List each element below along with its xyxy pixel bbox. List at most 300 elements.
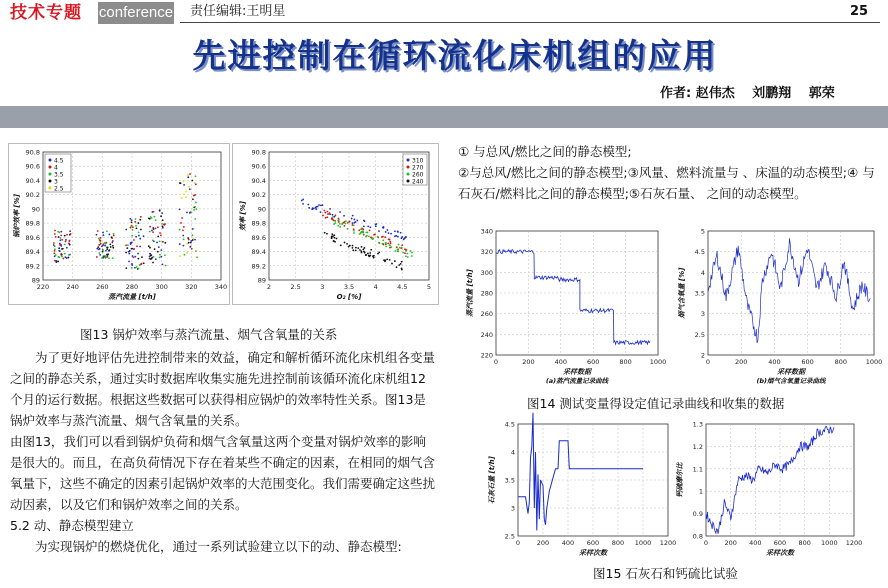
- f14b-ylabel: 烟气含氧量 [%]: [678, 267, 686, 319]
- f13b-data-point: [394, 230, 396, 232]
- f13a-data-point: [140, 229, 142, 231]
- f13a-data-point: [113, 235, 115, 237]
- f13a-data-point: [102, 234, 104, 236]
- f13b-data-point: [403, 237, 405, 239]
- f14b-sub-caption: (b)烟气含氧量记录曲线: [756, 377, 826, 385]
- f13b-data-point: [353, 228, 355, 230]
- f13b-legend-label: 260: [412, 171, 424, 179]
- f13a-ytick-label: 89.8: [25, 219, 40, 228]
- f13b-data-point: [401, 244, 403, 246]
- f13b-data-point: [348, 246, 350, 248]
- f13a-data-point: [155, 258, 157, 260]
- f14b-xtick-label: 200: [734, 358, 748, 366]
- f13a-data-point: [164, 242, 166, 244]
- f13b-data-point: [368, 256, 370, 258]
- f13b-data-point: [388, 232, 390, 234]
- f13a-xlabel: 蒸汽流量 [t/h]: [108, 293, 156, 301]
- f13b-xtick-label: 3: [320, 283, 325, 291]
- f13a-data-point: [162, 219, 164, 221]
- f13a-data-point: [62, 258, 64, 260]
- f13b-data-point: [332, 216, 334, 218]
- f13b-legend-marker: [407, 180, 410, 183]
- fig15-ca-s-ratio-chart: [676, 420, 863, 560]
- f13a-data-point: [179, 229, 181, 231]
- f13a-data-point: [186, 212, 188, 214]
- f13b-data-point: [368, 236, 370, 238]
- f13a-data-point: [133, 239, 135, 241]
- f13a-data-point: [126, 247, 128, 249]
- f13a-data-point: [138, 231, 140, 233]
- f13a-data-point: [133, 248, 135, 250]
- f14b-ytick-label: 3.5: [694, 289, 705, 298]
- f13a-data-point: [129, 218, 131, 220]
- f13a-data-point: [189, 246, 191, 248]
- f13a-data-point: [192, 228, 194, 230]
- f13a-data-point: [188, 239, 190, 241]
- fig15-caption: 图15 石灰石和钙硫比试验: [593, 566, 738, 581]
- f13a-data-point: [97, 246, 99, 248]
- f13b-data-point: [329, 212, 331, 214]
- f13b-data-point: [333, 223, 335, 225]
- f13a-xtick-label: 260: [96, 283, 109, 291]
- f13a-data-point: [102, 232, 104, 234]
- f13a-data-point: [128, 261, 130, 263]
- f13a-data-point: [128, 253, 130, 255]
- f14a-ytick-label: 220: [480, 351, 493, 360]
- f13a-data-point: [130, 225, 132, 227]
- f13a-data-point: [112, 245, 114, 247]
- f15a-xtick-label: 400: [561, 539, 575, 547]
- f13b-data-point: [327, 213, 329, 215]
- f13a-data-point: [155, 219, 157, 221]
- f15b-xtick-label: 600: [773, 539, 787, 547]
- f13b-data-point: [357, 247, 359, 249]
- f13b-data-point: [337, 225, 339, 227]
- f13a-data-point: [151, 217, 153, 219]
- f13b-data-point: [339, 223, 341, 225]
- f13b-ytick-label: 90.4: [251, 176, 266, 185]
- f13a-data-point: [54, 255, 56, 257]
- fig13-caption: 图13 锅炉效率与蒸汽流量、烟气含氧量的关系: [80, 327, 338, 342]
- f13b-data-point: [334, 237, 336, 239]
- f13b-legend-label: 270: [412, 164, 424, 172]
- f13b-data-point: [363, 234, 365, 236]
- f13a-data-point: [190, 242, 192, 244]
- f13a-data-point: [139, 238, 141, 240]
- f13b-data-point: [405, 255, 407, 257]
- f13a-legend-label: 3.5: [54, 171, 64, 179]
- f13b-data-point: [379, 242, 381, 244]
- f13a-data-point: [53, 244, 55, 246]
- f13a-data-point: [153, 228, 155, 230]
- f13b-data-point: [331, 233, 333, 235]
- f13b-data-point: [370, 249, 372, 251]
- f13a-data-point: [55, 261, 57, 263]
- f13b-data-point: [339, 211, 341, 213]
- f13b-data-point: [381, 236, 383, 238]
- f13a-data-point: [105, 250, 107, 252]
- f13a-data-point: [105, 243, 107, 245]
- f13a-data-point: [191, 234, 193, 236]
- f13a-data-point: [55, 236, 57, 238]
- f13a-data-point: [104, 245, 106, 247]
- f13a-data-point: [111, 236, 113, 238]
- f15b-xtick-label: 800: [798, 539, 811, 547]
- f13a-data-point: [160, 249, 162, 251]
- f13b-ytick-label: 89.6: [251, 233, 266, 242]
- f13a-data-point: [59, 244, 61, 246]
- page-header: [0, 0, 888, 26]
- f13a-data-point: [157, 236, 159, 238]
- f13b-data-point: [367, 253, 369, 255]
- fig14-steam-flow-chart: [460, 225, 665, 390]
- f13a-legend-marker: [49, 166, 52, 169]
- f13a-data-point: [152, 262, 154, 264]
- f15a-xtick-label: 600: [586, 539, 600, 547]
- f13a-data-point: [58, 247, 60, 249]
- f13b-data-point: [336, 238, 338, 240]
- f13a-xtick-label: 220: [36, 283, 50, 291]
- f13a-data-point: [101, 245, 103, 247]
- f13a-data-point: [157, 251, 159, 253]
- left-paragraph-1-text: 为了更好地评估先进控制带来的效益，确定和解析循环流化床机组各变量之间的静态关系，通过实时数据库收集实施先进控制前该循环流化床机组12个月的运行数据。根据这些数据可以获得相应锅炉的效率特性关系。图13是锅炉效率与蒸汽流量、烟气含氧量的关系。: [10, 350, 436, 428]
- f13b-data-point: [400, 232, 402, 234]
- f13b-data-point: [352, 222, 354, 224]
- f13a-data-point: [99, 252, 101, 254]
- f13b-data-point: [325, 212, 327, 214]
- f13a-data-point: [131, 248, 133, 250]
- f13a-xtick-label: 320: [185, 283, 198, 291]
- f13a-data-point: [149, 231, 151, 233]
- f13a-data-point: [59, 239, 61, 241]
- f13b-data-point: [344, 223, 346, 225]
- f13a-data-point: [112, 247, 114, 249]
- f13a-data-point: [109, 243, 111, 245]
- f15a-ytick-label: 3.5: [504, 476, 515, 485]
- page-number: 25: [850, 4, 869, 19]
- f15a-ytick-label: 4.5: [504, 420, 515, 429]
- f14b-xlabel: 采样数据: [777, 368, 805, 376]
- f13b-data-point: [326, 216, 328, 218]
- f15b-xlabel: 采样次数: [766, 549, 794, 557]
- f13a-data-point: [180, 222, 182, 224]
- f14b-ytick-label: 2.5: [694, 330, 705, 339]
- f13b-data-point: [358, 229, 360, 231]
- f13a-data-point: [189, 212, 191, 214]
- f13a-data-point: [187, 176, 189, 178]
- f13a-legend-label: 4: [54, 164, 58, 172]
- f13b-data-point: [386, 229, 388, 231]
- f13b-xtick-label: 4: [373, 283, 378, 291]
- f13b-data-point: [411, 255, 413, 257]
- f13b-data-point: [397, 248, 399, 250]
- f13a-data-point: [96, 256, 98, 258]
- f13b-data-point: [362, 228, 364, 230]
- f13a-data-point: [158, 246, 160, 248]
- f13b-data-point: [352, 215, 354, 217]
- f13a-data-point: [159, 232, 161, 234]
- f13a-data-point: [98, 238, 100, 240]
- fig15-a-panel: [488, 420, 678, 560]
- f13b-data-point: [385, 242, 387, 244]
- f13b-data-point: [387, 243, 389, 245]
- f13b-data-point: [345, 220, 347, 222]
- f15a-ylabel: 石灰石量 [t/h]: [488, 456, 496, 504]
- f14b-xtick-label: 600: [801, 358, 814, 366]
- f14a-ytick-label: 240: [480, 330, 493, 339]
- f13a-data-point: [162, 241, 164, 243]
- f13a-data-point: [135, 236, 137, 238]
- left-paragraph-3-text: 为实现锅炉的燃烧优化，通过一系列试验建立以下的动、静态模型:: [35, 539, 402, 554]
- f13a-legend-marker: [49, 173, 52, 176]
- f13b-data-point: [398, 264, 400, 266]
- f13b-data-point: [382, 227, 384, 229]
- f13a-data-point: [70, 233, 72, 235]
- f13a-data-point: [66, 234, 68, 236]
- f13b-data-point: [352, 247, 354, 249]
- f13a-data-point: [62, 248, 64, 250]
- f13a-data-point: [140, 263, 142, 265]
- f13b-data-point: [340, 244, 342, 246]
- f13a-ylabel: 锅炉效率 [%]: [13, 194, 21, 238]
- f15b-ytick-label: 1: [698, 487, 703, 496]
- f14a-xtick-label: 400: [554, 358, 568, 366]
- f13a-data-point: [110, 246, 112, 248]
- f13b-data-point: [373, 234, 375, 236]
- f15a-ytick-label: 3: [510, 504, 515, 513]
- f14b-ytick-label: 3: [700, 310, 705, 319]
- f13a-data-point: [106, 247, 108, 249]
- f13b-data-point: [378, 230, 380, 232]
- f13b-ytick-label: 89.8: [251, 219, 266, 228]
- f13a-data-point: [61, 256, 63, 258]
- f13a-data-point: [58, 232, 60, 234]
- f13a-data-point: [125, 244, 127, 246]
- f13a-data-point: [125, 229, 127, 231]
- f13b-data-point: [344, 225, 346, 227]
- f13b-data-point: [364, 252, 366, 254]
- f13a-data-point: [112, 257, 114, 259]
- fig14-caption: 图14 测试变量得设定值记录曲线和收集的数据: [527, 396, 785, 411]
- f13a-data-point: [65, 241, 67, 243]
- f13b-data-point: [322, 214, 324, 216]
- f13a-data-point: [69, 244, 71, 246]
- f13b-data-point: [399, 247, 401, 249]
- header-rule: [180, 22, 880, 23]
- f13a-data-point: [156, 242, 158, 244]
- f13b-data-point: [385, 246, 387, 248]
- f14b-xtick-label: 1000: [865, 358, 883, 366]
- f13b-data-point: [397, 250, 399, 252]
- left-paragraph-1: [10, 347, 435, 431]
- f14a-xtick-label: 800: [619, 358, 632, 366]
- f13b-data-point: [302, 203, 304, 205]
- f13a-data-point: [69, 230, 71, 232]
- f13b-data-point: [353, 222, 355, 224]
- f13b-data-point: [365, 236, 367, 238]
- f13b-data-point: [389, 245, 391, 247]
- fig13-left-panel: [8, 143, 230, 305]
- f13a-data-point: [194, 206, 196, 208]
- f13b-data-point: [401, 261, 403, 263]
- f13b-data-point: [398, 244, 400, 246]
- f13a-data-point: [165, 265, 167, 267]
- f13b-data-point: [347, 228, 349, 230]
- f13b-data-point: [377, 236, 379, 238]
- f15b-ytick-label: 1.2: [692, 442, 703, 451]
- f13a-data-point: [136, 245, 138, 247]
- f13b-data-point: [341, 223, 343, 225]
- f13a-ytick-label: 89: [31, 276, 40, 285]
- f13b-data-point: [410, 250, 412, 252]
- f13a-data-point: [194, 239, 196, 241]
- f13a-data-point: [99, 254, 101, 256]
- f13b-data-point: [323, 210, 325, 212]
- f13b-data-point: [329, 208, 331, 210]
- f13b-data-point: [384, 259, 386, 261]
- f13a-data-point: [153, 216, 155, 218]
- f13a-data-point: [183, 238, 185, 240]
- f13a-data-point: [179, 255, 181, 257]
- f13b-data-point: [404, 252, 406, 254]
- f13a-data-point: [182, 229, 184, 231]
- f15b-xtick-label: 0: [703, 539, 709, 547]
- f13a-data-point: [191, 211, 193, 213]
- editor-credit: 责任编辑:王明星: [190, 4, 286, 19]
- f13b-data-point: [353, 219, 355, 221]
- f13b-ylabel: 效率 [%]: [239, 201, 247, 231]
- f13a-data-point: [98, 244, 100, 246]
- f13a-data-point: [108, 234, 110, 236]
- f13a-data-point: [191, 180, 193, 182]
- f13a-data-point: [164, 223, 166, 225]
- f13a-data-point: [60, 234, 62, 236]
- f13b-xtick-label: 2: [266, 283, 272, 291]
- f13b-data-point: [369, 252, 371, 254]
- f13b-ytick-label: 90: [257, 205, 266, 214]
- f13b-ytick-label: 90.8: [251, 148, 266, 157]
- authors-names: 赵伟杰 刘鹏翔 郭荣: [695, 86, 835, 101]
- f13a-data-point: [148, 217, 150, 219]
- f13b-data-point: [365, 232, 367, 234]
- fig14-a-panel: [460, 225, 665, 390]
- f13a-ytick-label: 90: [31, 205, 40, 214]
- f13b-ytick-label: 89.4: [251, 248, 266, 257]
- f13b-data-point: [391, 263, 393, 265]
- f13a-data-point: [113, 233, 115, 235]
- f13a-ytick-label: 90.4: [25, 176, 40, 185]
- f13a-data-point: [154, 248, 156, 250]
- f13b-data-point: [361, 228, 363, 230]
- f13a-data-point: [159, 257, 161, 259]
- f13a-data-point: [57, 261, 59, 263]
- f13b-data-point: [396, 266, 398, 268]
- f13a-data-point: [192, 198, 194, 200]
- f13b-data-point: [326, 211, 328, 213]
- f13a-data-point: [149, 247, 151, 249]
- f13b-data-point: [353, 224, 355, 226]
- f13b-data-point: [356, 220, 358, 222]
- f13a-data-point: [54, 248, 56, 250]
- f13a-xtick-label: 240: [66, 283, 79, 291]
- f15b-xtick-label: 1000: [821, 539, 838, 547]
- f13b-data-point: [352, 245, 354, 247]
- f13a-data-point: [181, 197, 183, 199]
- f13a-data-point: [185, 191, 187, 193]
- f13a-data-point: [194, 218, 196, 220]
- f13b-data-point: [361, 252, 363, 254]
- f13b-xtick-label: 2.5: [290, 283, 301, 291]
- f13a-data-point: [149, 253, 151, 255]
- f13b-data-point: [355, 247, 357, 249]
- f14a-xtick-label: 1000: [649, 358, 667, 366]
- f15a-xlabel: 采样次数: [579, 549, 607, 557]
- left-paragraph-2-text: 由图13，我们可以看到锅炉负荷和烟气含氧量这两个变量对锅炉效率的影响是很大的。而且，在高负荷情况下存在着某些不确定的因素，在相同的烟气含氧量下，这些不确定的因素引起锅炉效率的大范围变化。我们需要确定这些扰动因素，以及它们和锅炉效率之间的关系。: [10, 434, 436, 512]
- f13a-data-point: [195, 175, 197, 177]
- f13a-data-point: [179, 182, 181, 184]
- f13b-data-point: [346, 243, 348, 245]
- f13b-data-point: [367, 226, 369, 228]
- f13a-data-point: [106, 248, 108, 250]
- f13a-data-point: [64, 244, 66, 246]
- f13a-data-point: [135, 218, 137, 220]
- f13b-ytick-label: 90.2: [251, 191, 266, 200]
- f13a-data-point: [179, 243, 181, 245]
- f13a-data-point: [183, 245, 185, 247]
- f15b-ytick-label: 0.8: [692, 532, 703, 541]
- f15b-ytick-label: 1.1: [692, 465, 703, 474]
- f13a-data-point: [186, 252, 188, 254]
- f13b-data-point: [394, 235, 396, 237]
- f15a-ytick-label: 2.5: [504, 532, 515, 541]
- f13a-data-point: [193, 195, 195, 197]
- f13a-legend-marker: [49, 159, 52, 162]
- f13a-data-point: [53, 252, 55, 254]
- f13a-data-point: [162, 263, 164, 265]
- f13a-data-point: [143, 235, 145, 237]
- f13a-data-point: [185, 196, 187, 198]
- f13a-ytick-label: 89.4: [25, 248, 40, 257]
- f13b-data-point: [334, 220, 336, 222]
- f15a-xtick-label: 0: [515, 539, 521, 547]
- f13a-data-point: [132, 255, 134, 257]
- f14b-ytick-label: 4.5: [694, 248, 705, 257]
- left-paragraph-3: [10, 536, 435, 557]
- f13a-data-point: [60, 253, 62, 255]
- f13b-xtick-label: 3.5: [343, 283, 355, 291]
- f13b-data-point: [405, 250, 407, 252]
- f13a-data-point: [127, 244, 129, 246]
- f13a-data-point: [69, 240, 71, 242]
- f13a-data-point: [179, 208, 181, 210]
- f13a-data-point: [162, 225, 164, 227]
- f13b-legend-marker: [407, 173, 410, 176]
- f13b-data-point: [394, 250, 396, 252]
- f13a-data-point: [189, 173, 191, 175]
- f13a-data-point: [54, 230, 56, 232]
- f13b-data-point: [339, 226, 341, 228]
- f13a-data-point: [132, 229, 134, 231]
- f15a-ytick-label: 4: [510, 448, 515, 457]
- f13b-data-point: [390, 242, 392, 244]
- f13b-data-point: [390, 246, 392, 248]
- f13b-data-point: [320, 204, 322, 206]
- f13a-xtick-label: 340: [214, 283, 228, 291]
- f13b-data-point: [403, 252, 405, 254]
- f13b-data-point: [401, 269, 403, 271]
- f13a-data-point: [137, 253, 139, 255]
- f13b-legend-label: 310: [412, 157, 424, 165]
